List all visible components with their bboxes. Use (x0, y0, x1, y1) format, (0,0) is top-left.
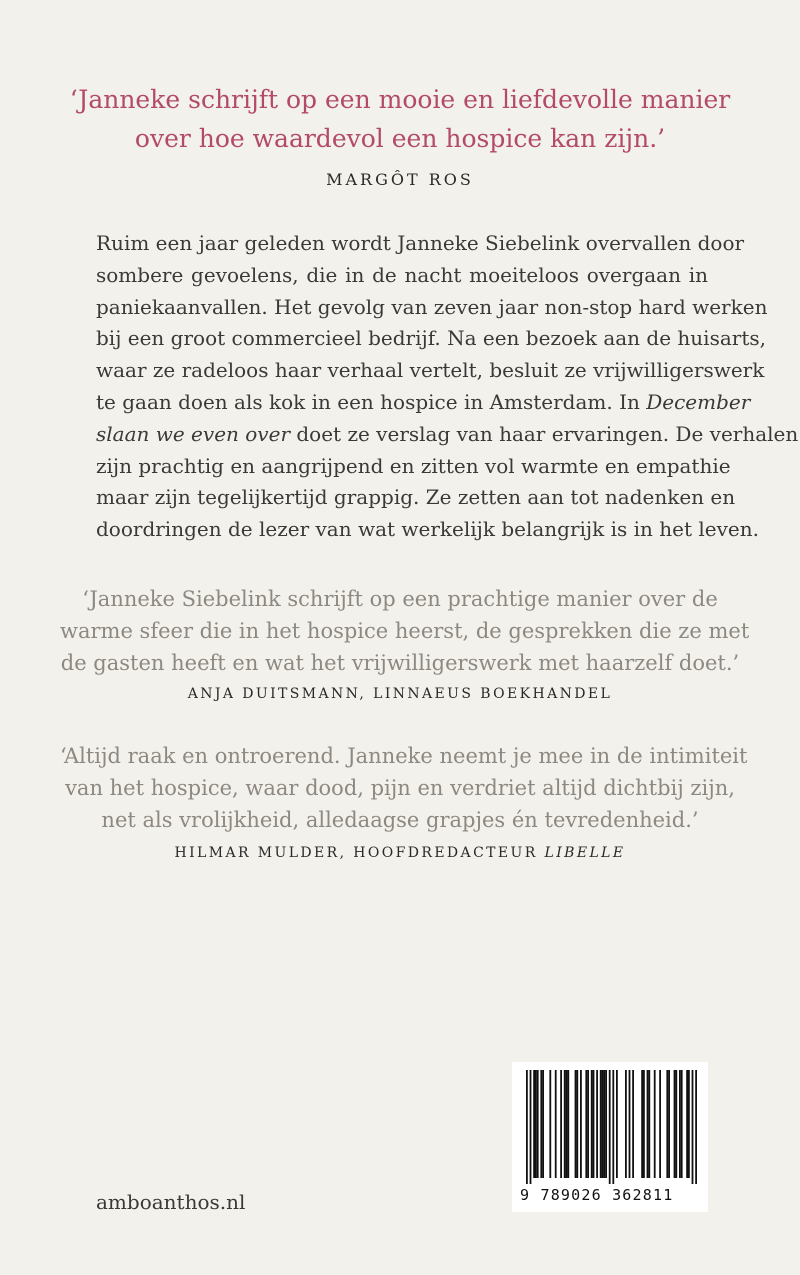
blurb-line: paniekaanvallen. Het gevolg van zeven jaar non-stop hard werken (96, 294, 768, 319)
barcode-bar (643, 1070, 645, 1178)
barcode-bar (629, 1070, 631, 1178)
barcode-bar (600, 1070, 602, 1178)
review-quote-attribution: ANJA DUITSMANN, LINNAEUS BOEKHANDEL (187, 686, 613, 702)
barcode-bar (549, 1070, 551, 1178)
barcode-bar (612, 1070, 614, 1184)
barcode-bar (605, 1070, 607, 1178)
blurb-line: sombere gevoelens, die in de nacht moeiteloos overgaan in (96, 262, 708, 287)
barcode-bar (535, 1070, 537, 1178)
blurb-line: doordringen de lezer van wat werkelijk belangrijk is in het leven. (96, 517, 759, 542)
review-quote-line: net als vrolijkheid, alledaagse grapjes én tevredenheid.’ (101, 808, 699, 832)
barcode-bar (675, 1070, 677, 1178)
review-quote (60, 583, 750, 679)
barcode-bar (602, 1070, 604, 1178)
barcode-bar (542, 1070, 544, 1178)
barcode-bars (512, 1062, 708, 1186)
review-quote (60, 740, 748, 836)
book-title-italic: December (646, 389, 751, 414)
top-quote-line: ‘Janneke schrijft op een mooie en liefdevolle manier (69, 85, 731, 114)
isbn-number: 9 789026 362811 (520, 1186, 674, 1204)
barcode-bar (666, 1070, 668, 1178)
magazine-name: LIBELLE (544, 845, 626, 861)
barcode-bar (576, 1070, 578, 1178)
barcode-bar (530, 1070, 532, 1184)
review-quote-line: de gasten heeft en wat het vrijwilligerswerk met haarzelf doet.’ (60, 651, 740, 675)
barcode-bar (659, 1070, 661, 1178)
barcode-bar (537, 1070, 539, 1178)
publisher-website: amboanthos.nl (96, 1190, 246, 1214)
barcode-bar (566, 1070, 568, 1178)
top-quote-attribution: MARGÔT ROS (326, 170, 474, 189)
barcode-bar (616, 1070, 618, 1178)
blurb-text: te gaan doen als kok in een hospice in Amsterdam. In (96, 389, 640, 414)
barcode-bar (647, 1070, 649, 1178)
barcode-bar (575, 1070, 577, 1178)
barcode-bar (674, 1070, 676, 1178)
barcode-bar (641, 1070, 643, 1178)
barcode-bar (596, 1070, 598, 1178)
barcode-bar (688, 1070, 690, 1178)
blurb-paragraph (96, 228, 799, 546)
top-quote (60, 80, 740, 158)
barcode-bar (533, 1070, 535, 1178)
blurb-line: zijn prachtig en aangrijpend en zitten vol warmte en empathie (96, 453, 731, 478)
barcode-bar (692, 1070, 694, 1184)
book-title-italic: slaan we even over (96, 421, 291, 446)
barcode-bar (564, 1070, 566, 1178)
barcode-bar (560, 1070, 562, 1178)
barcode-bar (686, 1070, 688, 1178)
top-quote-line: over hoe waardevol een hospice kan zijn.’ (134, 124, 666, 153)
barcode-bar (681, 1070, 683, 1178)
barcode-bar (587, 1070, 589, 1178)
barcode-bar (567, 1070, 569, 1178)
blurb-line: bij een groot commercieel bedrijf. Na een bezoek aan de huisarts, (96, 326, 766, 351)
barcode-bar (632, 1070, 634, 1178)
barcode-bar (609, 1070, 611, 1184)
barcode-bar (585, 1070, 587, 1178)
review-quote-line: warme sfeer die in het hospice heerst, de gesprekken die ze met (60, 619, 750, 643)
blurb-line (96, 387, 751, 419)
barcode-bar (540, 1070, 542, 1178)
barcode-bar (591, 1070, 593, 1178)
review-quote-line: van het hospice, waar dood, pijn en verdriet altijd dichtbij zijn, (65, 776, 735, 800)
barcode-bar (580, 1070, 582, 1178)
barcode-bar (668, 1070, 670, 1178)
blurb-line: waar ze radeloos haar verhaal vertelt, besluit ze vrijwilligerswerk (96, 358, 765, 383)
isbn-barcode (512, 1062, 708, 1212)
review-quote-line: ‘Janneke Siebelink schrijft op een prachtige manier over de (82, 587, 718, 611)
barcode-bar (654, 1070, 656, 1178)
review-quote-attribution (40, 845, 760, 861)
barcode-bar (526, 1070, 528, 1184)
barcode-bar (603, 1070, 605, 1178)
blurb-line: maar zijn tegelijkertijd grappig. Ze zetten aan tot nadenken en (96, 485, 736, 510)
barcode-bar (648, 1070, 650, 1178)
attribution-text: HILMAR MULDER, HOOFDREDACTEUR (174, 845, 538, 861)
barcode-bar (593, 1070, 595, 1178)
barcode-bar (679, 1070, 681, 1178)
barcode-bar (625, 1070, 627, 1178)
barcode-bar (555, 1070, 557, 1178)
blurb-line: Ruim een jaar geleden wordt Janneke Siebelink overvallen door (96, 231, 745, 255)
barcode-bar (695, 1070, 697, 1184)
blurb-line (96, 419, 799, 451)
review-quote-line: ‘Altijd raak en ontroerend. Janneke neemt je mee in de intimiteit (60, 744, 748, 768)
blurb-text: doet ze verslag van haar ervaringen. De verhalen (296, 421, 799, 446)
